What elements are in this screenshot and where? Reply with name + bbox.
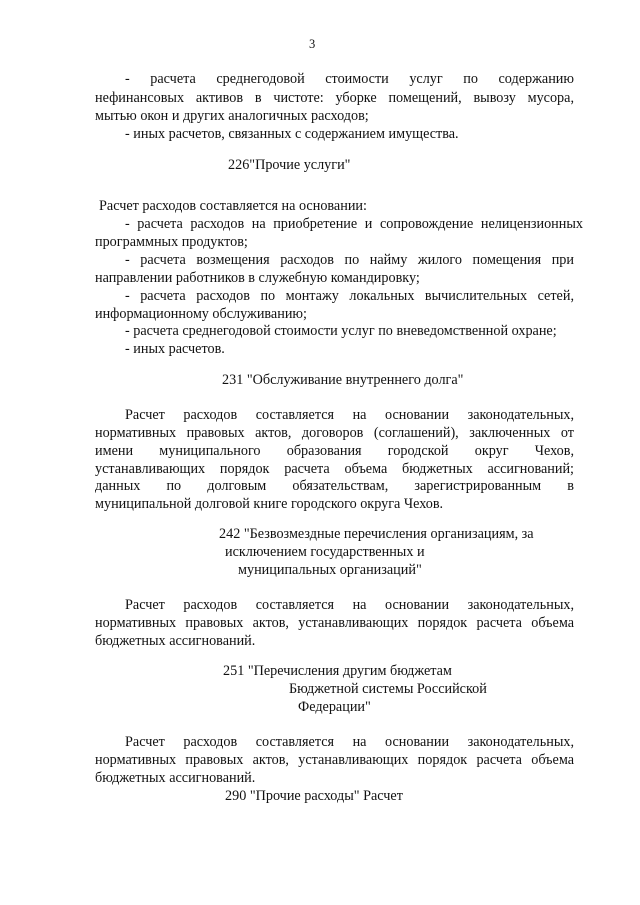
paragraph-line: бюджетных ассигнований.	[95, 633, 256, 649]
section-heading-251: Федерации"	[298, 699, 371, 715]
paragraph-line: - расчета возмещения расходов по найму жилого помещения при	[125, 252, 574, 268]
paragraph-line: Расчет расходов составляется на основании законодательных,	[125, 407, 574, 423]
paragraph-line: Расчет расходов составляется на основании законодательных,	[125, 734, 574, 750]
paragraph-line: муниципальной долговой книге городского округа Чехов.	[95, 496, 444, 512]
section-heading-242: 242 "Безвозмездные перечисления организациям, за	[219, 526, 534, 542]
paragraph-line: - расчета расходов на приобретение и сопровождение нелицензионных	[125, 216, 583, 232]
section-heading-242: муниципальных организаций"	[238, 562, 422, 578]
paragraph-line: программных продуктов;	[95, 234, 248, 250]
section-heading-231: 231 "Обслуживание внутреннего долга"	[222, 372, 464, 388]
paragraph-line: нефинансовых активов в чистоте: уборке помещений, вывозу мусора,	[95, 90, 574, 106]
paragraph-line: - иных расчетов.	[125, 341, 225, 357]
paragraph-line: направлении работников в служебную командировку;	[95, 270, 420, 286]
section-heading-251: 251 "Перечисления другим бюджетам	[223, 663, 452, 679]
paragraph-line: Расчет расходов составляется на основании законодательных,	[125, 597, 574, 613]
paragraph-line: нормативных правовых актов, договоров (соглашений), заключенных от	[95, 425, 574, 441]
paragraph-line: нормативных правовых актов, устанавливающих порядок расчета объема	[95, 752, 574, 768]
paragraph-line: имени муниципального образования городской округ Чехов,	[95, 443, 574, 459]
paragraph-line: - иных расчетов, связанных с содержанием имущества.	[125, 126, 459, 142]
page-number: 3	[309, 37, 316, 51]
paragraph-line: бюджетных ассигнований.	[95, 770, 256, 786]
paragraph-line: информационному обслуживанию;	[95, 306, 307, 322]
paragraph-line: - расчета расходов по монтажу локальных вычислительных сетей,	[125, 288, 574, 304]
paragraph-line: - расчета среднегодовой стоимости услуг по содержанию	[125, 71, 574, 87]
section-heading-251: Бюджетной системы Российской	[289, 681, 487, 697]
paragraph-line: устанавливающих порядок расчета объема бюджетных ассигнований;	[95, 461, 574, 477]
section-heading-290: 290 "Прочие расходы" Расчет	[225, 788, 403, 804]
paragraph-line: нормативных правовых актов, устанавливающих порядок расчета объема	[95, 615, 574, 631]
section-heading-242: исключением государственных и	[225, 544, 425, 560]
paragraph-line: данных по долговым обязательствам, зарегистрированным в	[95, 478, 574, 494]
paragraph-line: мытью окон и других аналогичных расходов;	[95, 108, 369, 124]
section-intro-226: Расчет расходов составляется на основании:	[99, 198, 367, 214]
section-heading-226: 226"Прочие услуги"	[228, 157, 351, 173]
paragraph-line: - расчета среднегодовой стоимости услуг по вневедомственной охране;	[125, 323, 557, 339]
